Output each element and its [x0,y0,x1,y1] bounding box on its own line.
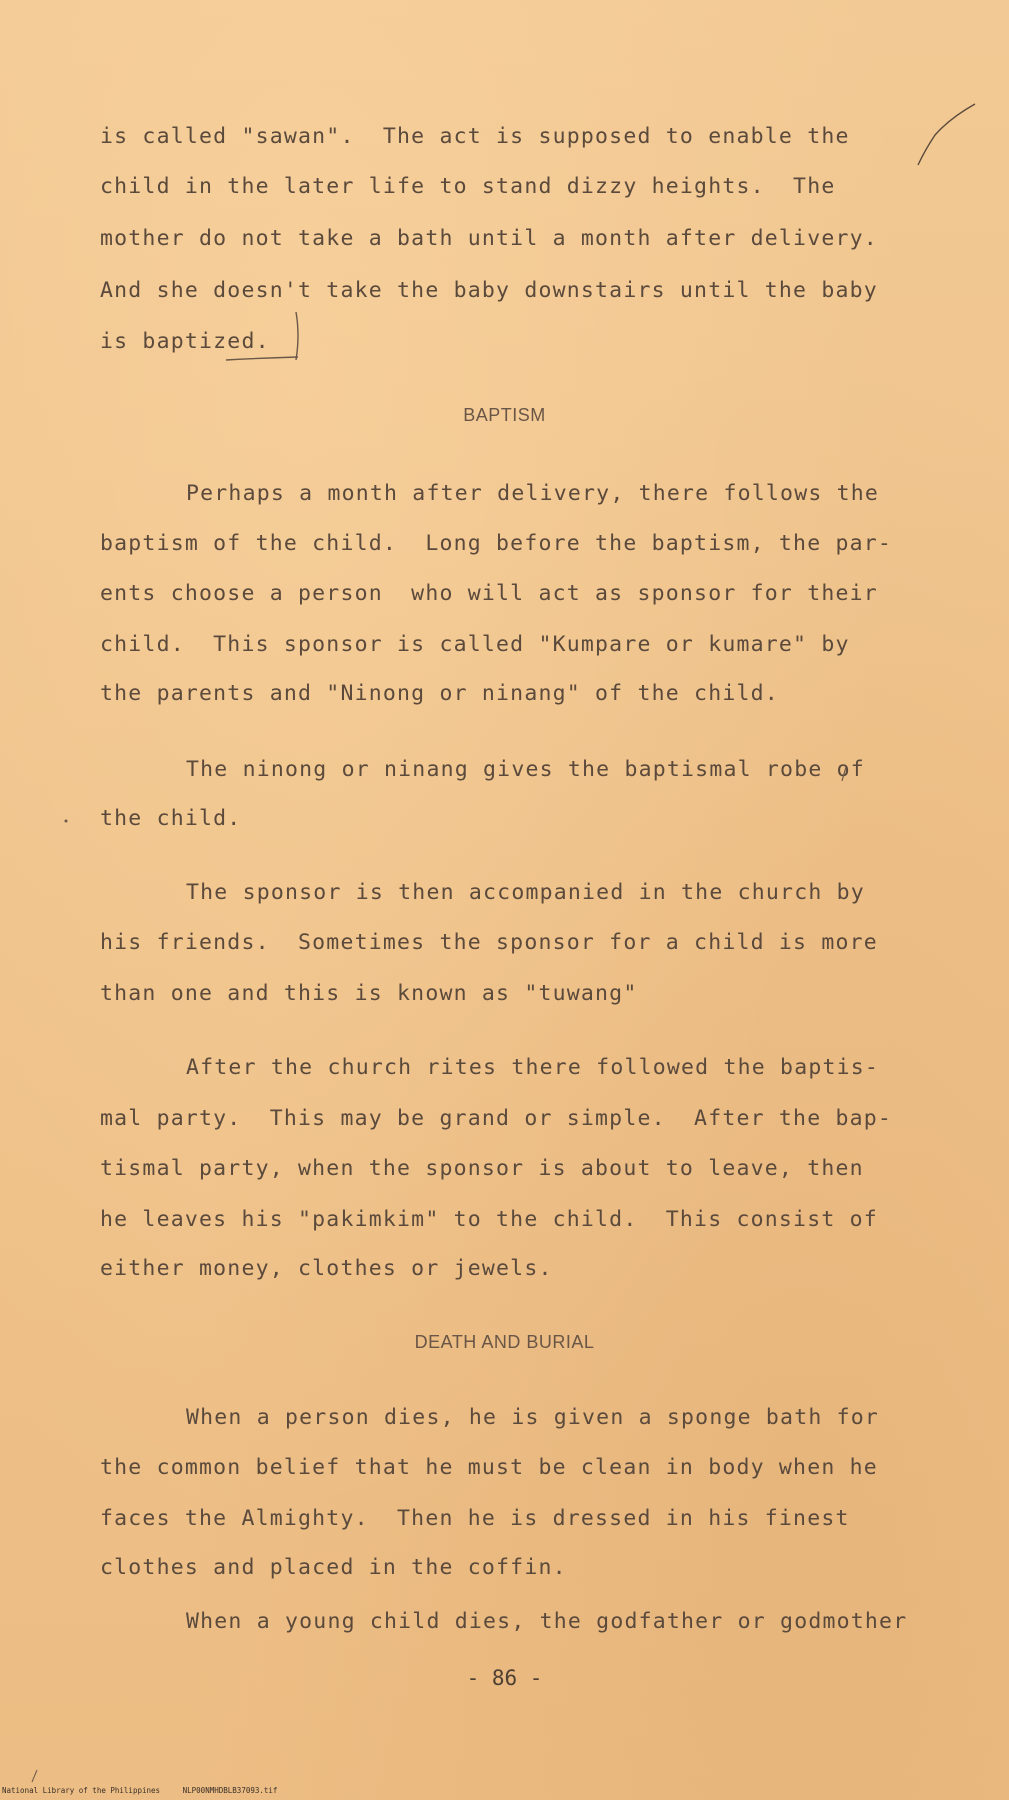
text-line: clothes and placed in the coffin. [100,1555,567,1580]
text-line: After the church rites there followed the baptis- [186,1055,880,1080]
text-line: the parents and "Ninong or ninang" of the child. [100,681,779,706]
text-line: ents choose a person who will act as sponsor for their [100,581,878,606]
section-heading-death-and-burial: DEATH AND BURIAL [414,1332,595,1352]
text-line: either money, clothes or jewels. [100,1256,553,1281]
text-line: child in the later life to stand dizzy heights. The [100,174,836,199]
text-line: faces the Almighty. Then he is dressed in his finest [100,1506,850,1531]
text-line: The sponsor is then accompanied in the church by [186,880,865,905]
text-line: mal party. This may be grand or simple. After the bap- [100,1106,893,1131]
text-line: When a young child dies, the godfather or godmother [186,1609,908,1634]
text-line: Perhaps a month after delivery, there follows the [186,481,880,506]
page-number: - 86 - [466,1666,543,1690]
text-line: And she doesn't take the baby downstairs until the baby [100,278,878,303]
text-line: tismal party, when the sponsor is about to leave, then [100,1156,864,1181]
text-line: mother do not take a bath until a month after delivery. [100,226,878,251]
text-line: is baptized. [100,329,270,354]
text-line: The ninong or ninang gives the baptismal robe of [186,757,865,782]
scan-footer-caption: National Library of the Philippines NLP00NMHDBLB37093.tif [2,1786,278,1795]
text-line: When a person dies, he is given a sponge bath for [186,1405,880,1430]
text-line: his friends. Sometimes the sponsor for a child is more [100,930,878,955]
text-line: is called "sawan". The act is supposed to enable the [100,124,850,149]
text-line: baptism of the child. Long before the baptism, the par- [100,531,893,556]
text-line: the common belief that he must be clean in body when he [100,1455,878,1480]
text-line: than one and this is known as "tuwang" [100,981,638,1006]
text-line: the child. [100,806,242,831]
text-line: child. This sponsor is called "Kumpare or kumare" by [100,632,850,657]
section-heading-baptism: BAPTISM [463,405,546,425]
text-line: he leaves his "pakimkim" to the child. This consist of [100,1207,878,1232]
